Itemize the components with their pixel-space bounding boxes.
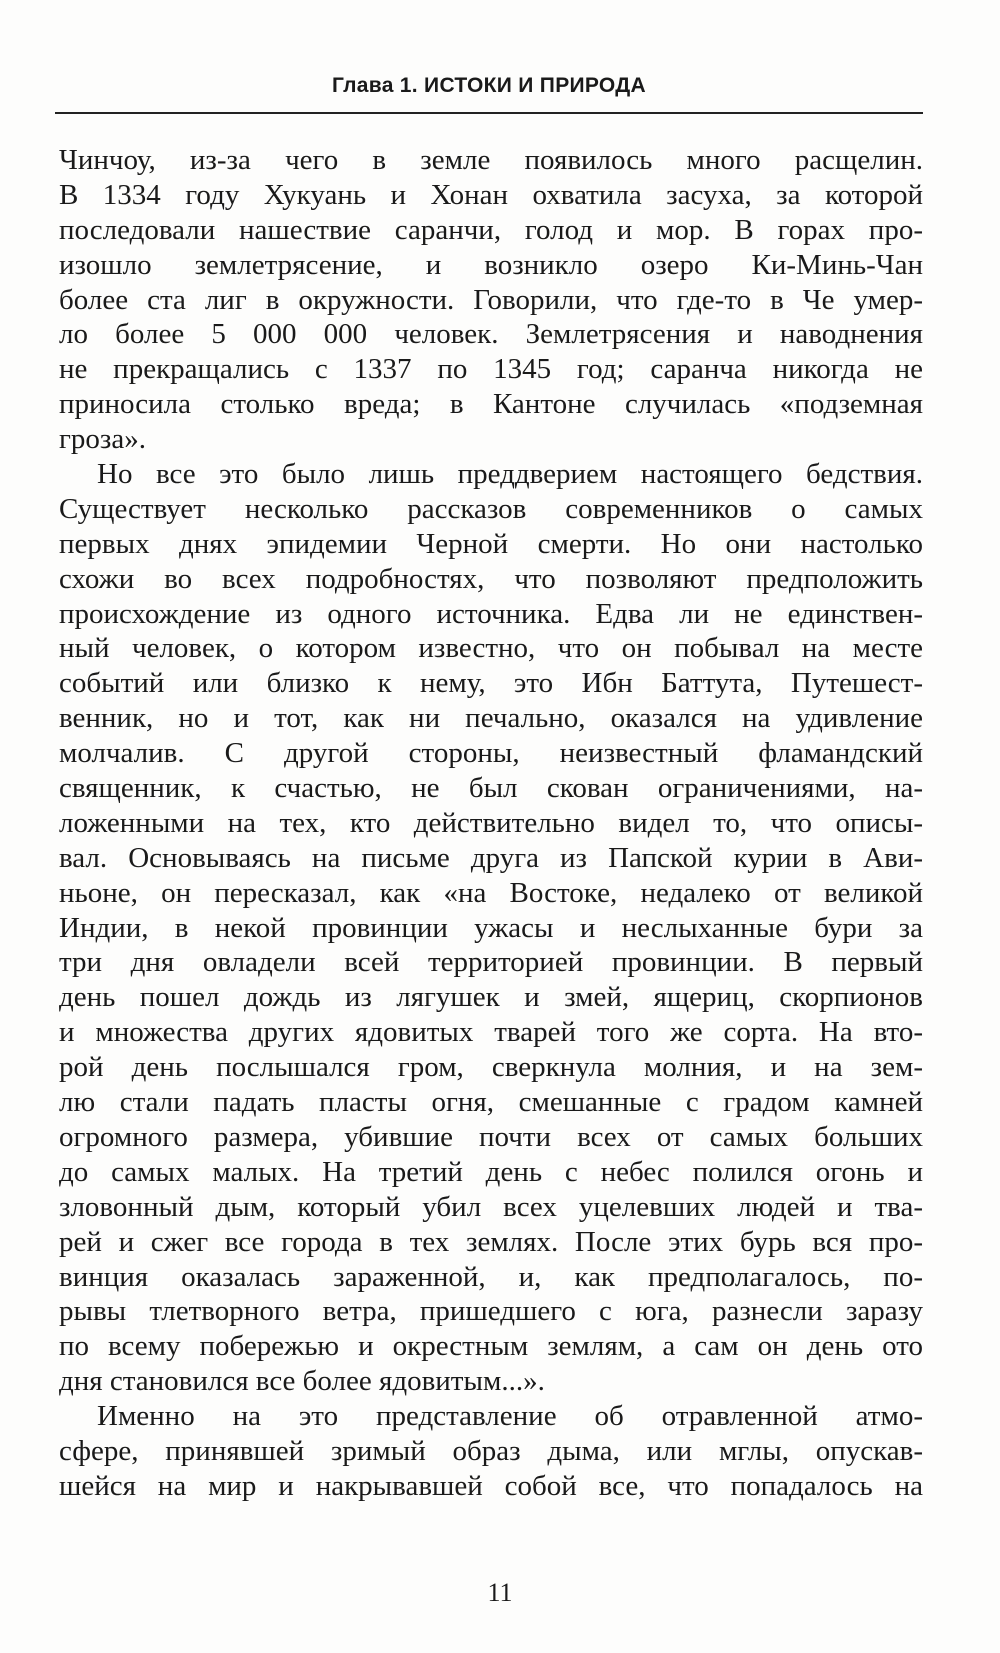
text-line: ный человек, о котором известно, что он побывал на месте [59,632,923,665]
header-rule [55,112,923,114]
paragraph [59,143,923,457]
text-line: гроза». [59,423,146,456]
text-line: шейся на мир и накрывавшей собой все, что попадалось на [59,1469,923,1502]
text-line: Индии, в некой провинции ужасы и неслыханные бури за [59,911,923,944]
body-text [59,143,923,1504]
text-line: рей и сжег все города в тех землях. После этих бурь вся про- [59,1225,923,1258]
text-line: происхождение из одного источника. Едва ли не единствен- [59,597,923,630]
text-line: не прекращались с 1337 по 1345 год; саранча никогда не [59,353,923,386]
text-line: зловонный дым, который убил всех уцелевших людей и тва- [59,1190,923,1223]
text-line: огромного размера, убившие почти всех от самых больших [59,1120,923,1153]
text-line: приносила столько вреда; в Кантоне случилась «подземная [59,388,923,421]
text-line: ложенными на тех, кто действительно видел то, что описы- [59,806,923,839]
running-head: Глава 1. ИСТОКИ И ПРИРОДА [331,74,647,97]
text-line: молчалив. С другой стороны, неизвестный фламандский [59,737,923,770]
text-line: винция оказалась зараженной, и, как предполагалось, по- [59,1260,923,1293]
text-line: Чинчоу, из-за чего в земле появилось много расщелин. [59,144,923,176]
text-line: схожи во всех подробностях, что позволяют предположить [59,562,923,595]
text-line: три дня овладели всей территорией провинции. В первый [59,946,923,979]
text-line: последовали нашествие саранчи, голод и мор. В горах про- [59,213,923,246]
text-line: В 1334 году Хукуань и Хонан охватила засуха, за которой [59,178,923,211]
text-line: и множества других ядовитых тварей того же сорта. На вто- [59,1016,923,1049]
text-line: Именно на это представление об отравленной атмо- [97,1400,923,1433]
text-line: рой день послышался гром, сверкнула молния, и на зем- [59,1051,923,1084]
paragraph [59,1399,923,1504]
text-line: рывы тлетворного ветра, пришедшего с юга, разнесли заразу [59,1295,923,1328]
text-line: событий или близко к нему, это Ибн Баттута, Путешест- [59,667,923,700]
text-line: день пошел дождь из лягушек и змей, ящериц, скорпионов [59,981,923,1014]
text-line: Существует несколько рассказов современников о самых [59,492,923,525]
text-line: дня становился все более ядовитым...». [59,1365,545,1398]
text-line: священник, к счастью, не был скован ограничениями, на- [59,772,923,805]
text-line: по всему побережью и окрестным землям, а сам он день ото [59,1330,923,1363]
text-line: первых днях эпидемии Черной смерти. Но они настолько [59,527,923,560]
text-line: до самых малых. На третий день с небес полился огонь и [59,1155,923,1188]
text-line: Но все это было лишь преддверием настоящего бедствия. [97,458,923,491]
text-line: вал. Основываясь на письме друга из Папской курии в Ави- [59,841,923,874]
text-line: венник, но и тот, как ни печально, оказался на удивление [59,702,923,735]
text-line: более ста лиг в окружности. Говорили, что где-то в Че умер- [59,283,923,316]
page-number: 11 [487,1578,513,1607]
text-line: ло более 5 000 000 человек. Землетрясения и наводнения [59,318,923,351]
text-line: сфере, принявшей зримый образ дыма, или мглы, опускав- [59,1434,923,1467]
paragraph [59,457,923,1399]
text-line: изошло землетрясение, и возникло озеро Ки-Минь-Чан [59,248,923,281]
text-line: лю стали падать пласты огня, смешанные с градом камней [59,1086,923,1119]
text-line: ньоне, он пересказал, как «на Востоке, недалеко от великой [59,876,923,909]
